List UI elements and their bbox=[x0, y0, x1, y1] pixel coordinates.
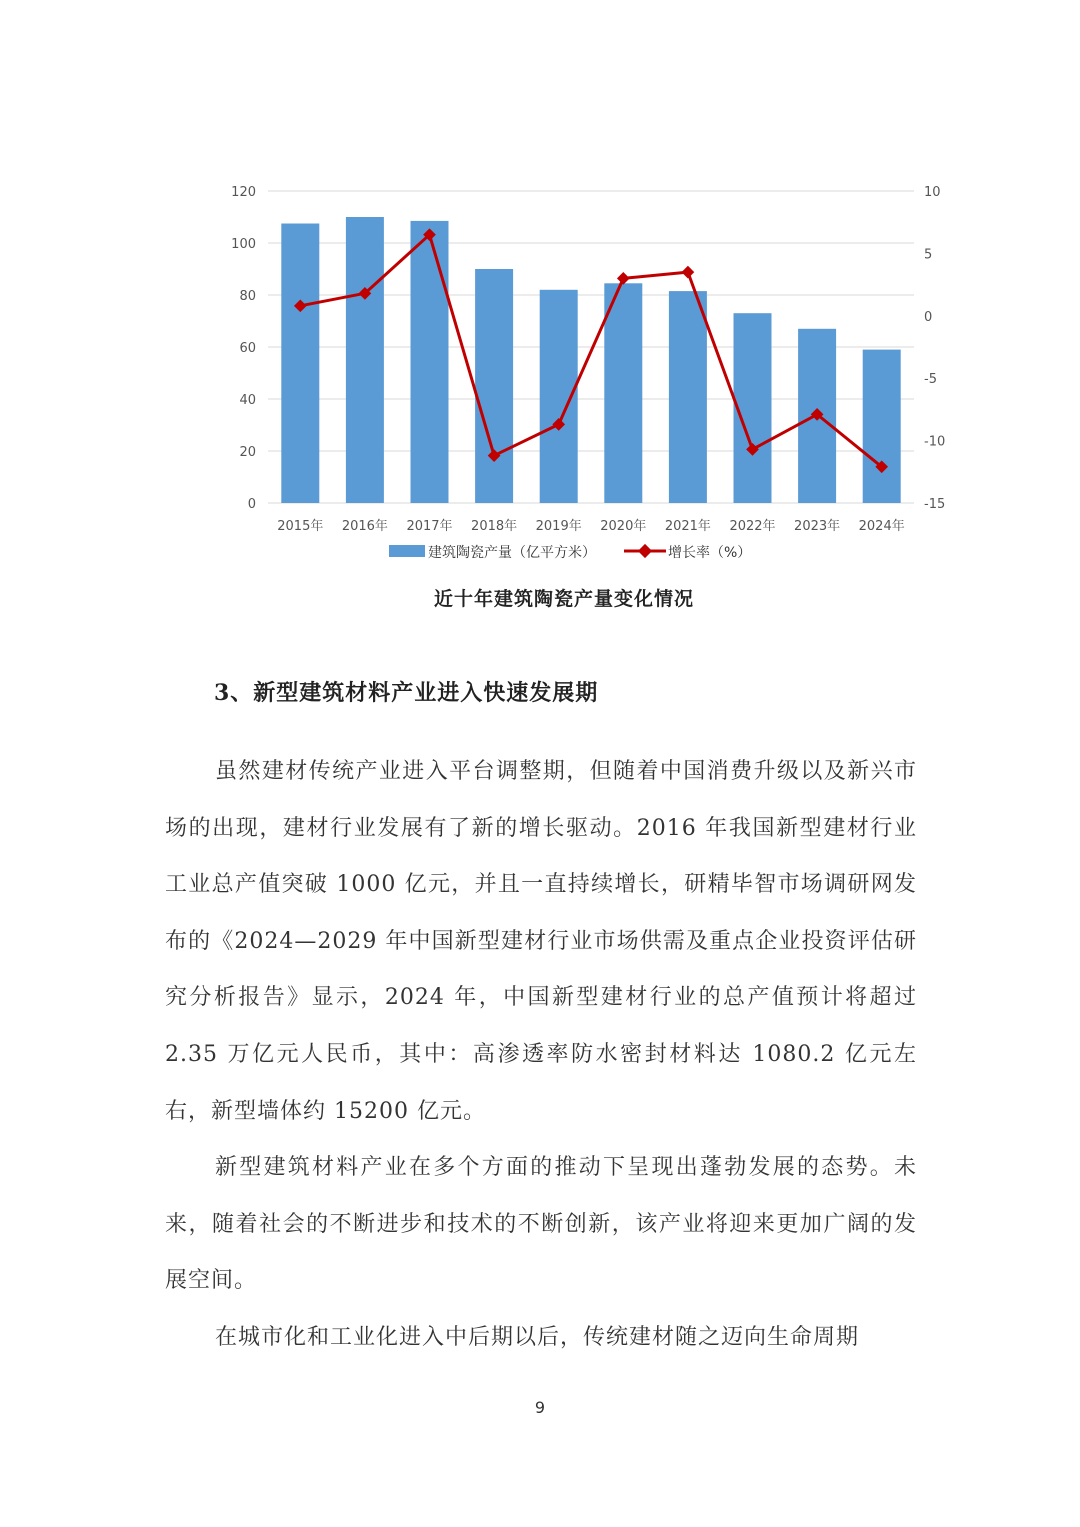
category-label: 2015年 bbox=[277, 519, 324, 534]
legend-line-label: 增长率（%） bbox=[668, 545, 752, 561]
category-label: 2024年 bbox=[858, 519, 905, 534]
production-chart bbox=[0, 0, 1080, 580]
category-label: 2020年 bbox=[600, 519, 647, 534]
x-axis bbox=[277, 518, 904, 534]
legend-bar-swatch bbox=[389, 545, 425, 557]
chart-caption: 近十年建筑陶瓷产量变化情况 bbox=[433, 588, 694, 610]
category-label: 2018年 bbox=[471, 519, 518, 534]
category-label: 2021年 bbox=[664, 519, 711, 534]
growth-line bbox=[300, 235, 881, 467]
right-tick-label: -15 bbox=[924, 497, 946, 512]
left-tick-label: 20 bbox=[239, 445, 256, 460]
left-tick-label: 80 bbox=[239, 289, 256, 304]
section-heading: 3、新型建筑材料产业进入快速发展期 bbox=[214, 680, 599, 706]
right-tick-label: -10 bbox=[924, 434, 946, 450]
bar bbox=[604, 283, 642, 503]
paragraph-1: 虽然建材传统产业进入平台调整期，但随着中国消费升级以及新兴市场的出现，建材行业发展有了新的增长驱动。2016 年我国新型建材行业工业总产值突破 1000 亿元，并且一直持续增长，研精毕智市场调研网发布的《2024—2029 年中国新型建材行业市场供需及重点企业投资评估研究分析报告》显示，2024 年，中国新型建材行业的总产值预计将超过 2.35 万亿元人民币，其中：高渗透率防水密封材料达 1080.2 亿元左右，新型墙体约 15200 亿元。 bbox=[165, 759, 917, 1124]
right-tick-label: 5 bbox=[924, 247, 933, 263]
chart-legend bbox=[389, 544, 751, 561]
left-tick-label: 60 bbox=[239, 341, 256, 356]
right-tick-label: 10 bbox=[924, 185, 941, 200]
bar bbox=[346, 217, 384, 503]
paragraph-2: 新型建筑材料产业在多个方面的推动下呈现出蓬勃发展的态势。未来，随着社会的不断进步和技术的不断创新，该产业将迎来更加广阔的发展空间。 bbox=[165, 1155, 917, 1294]
legend-bar-label: 建筑陶瓷产量（亿平方米） bbox=[428, 545, 596, 561]
category-label: 2022年 bbox=[729, 519, 776, 534]
right-tick-label: -5 bbox=[924, 372, 937, 388]
bar bbox=[475, 269, 513, 503]
paragraph-3: 在城市化和工业化进入中后期以后，传统建材随之迈向生命周期 bbox=[215, 1325, 860, 1350]
line-point bbox=[682, 266, 695, 279]
category-label: 2017年 bbox=[406, 519, 453, 534]
right-axis bbox=[924, 185, 945, 512]
bar bbox=[734, 313, 772, 503]
left-axis bbox=[231, 185, 256, 512]
category-label: 2016年 bbox=[341, 519, 388, 534]
category-label: 2023年 bbox=[794, 519, 841, 534]
line-point bbox=[617, 272, 630, 285]
bar bbox=[669, 291, 707, 503]
category-label: 2019年 bbox=[535, 519, 582, 534]
left-tick-label: 100 bbox=[231, 237, 256, 252]
left-tick-label: 120 bbox=[231, 185, 256, 200]
bar-series bbox=[281, 217, 900, 503]
bar bbox=[411, 221, 449, 503]
bar bbox=[281, 224, 319, 504]
left-tick-label: 0 bbox=[247, 497, 256, 512]
left-tick-label: 40 bbox=[239, 393, 256, 408]
legend-line-marker bbox=[638, 544, 652, 558]
right-tick-label: 0 bbox=[924, 309, 933, 325]
bar bbox=[863, 350, 901, 503]
page-number: 9 bbox=[534, 1398, 546, 1417]
